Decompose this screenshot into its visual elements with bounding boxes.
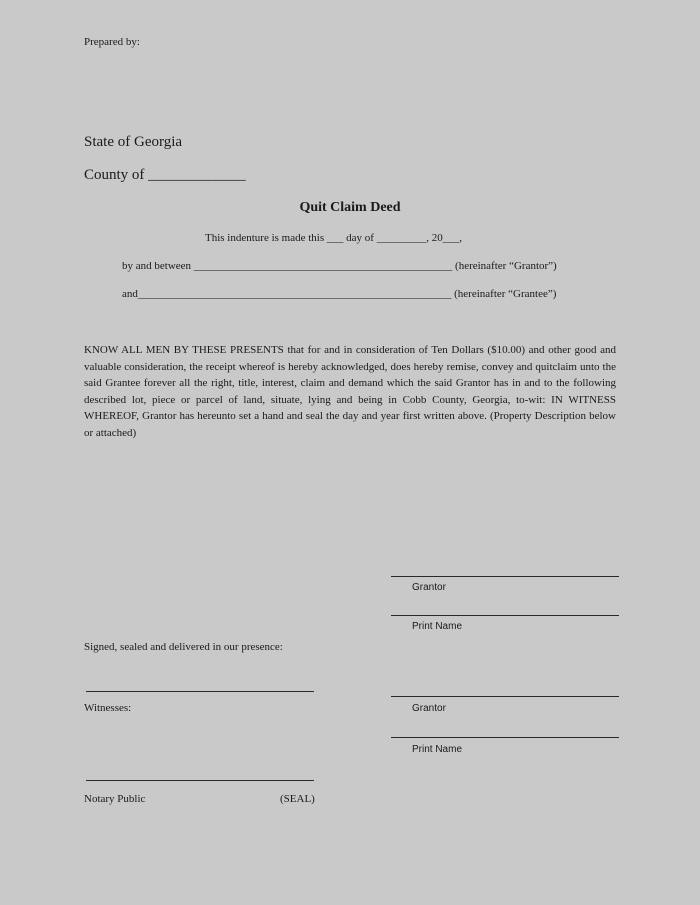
grantor-label-2: Grantor bbox=[412, 703, 446, 714]
signed-sealed-text: Signed, sealed and delivered in our presence: bbox=[84, 641, 283, 653]
grantor-signature-line-1 bbox=[391, 576, 619, 577]
print-name-line-2 bbox=[391, 737, 619, 738]
witnesses-label: Witnesses: bbox=[84, 702, 132, 714]
document-title: Quit Claim Deed bbox=[299, 200, 401, 215]
indenture-line: This indenture is made this ___ day of _________, 20___, bbox=[205, 232, 462, 244]
grantor-signature-line-2 bbox=[391, 696, 619, 697]
print-name-label-1: Print Name bbox=[412, 621, 463, 632]
grantor-label-1: Grantor bbox=[412, 582, 446, 593]
notary-signature-line bbox=[86, 780, 314, 781]
print-name-label-2: Print Name bbox=[412, 744, 463, 755]
county-label: County of _____________ bbox=[84, 167, 246, 183]
grantee-party-line: and_________________________________________________________ (hereinafter “Grantee”) bbox=[122, 288, 557, 300]
state-label: State of Georgia bbox=[84, 134, 183, 150]
deed-body-paragraph: KNOW ALL MEN BY THESE PRESENTS that for and in consideration of Ten Dollars ($10.00) and other good and valuable consideration, the receipt whereof is hereby acknowledged, does hereby remise, convey and quitclaim unto the said Grantee forever all the right, title, interest, claim and demand which the said Grantor has in and to the following described lot, piece or parcel of land, situate, lying and being in Cobb County, Georgia, to-wit: IN WITNESS WHEREOF, Grantor has hereunto set a hand and seal the day and year first written above. (Property Description below or attached) bbox=[84, 344, 616, 439]
witness-signature-line bbox=[86, 691, 314, 692]
prepared-by-label: Prepared by: bbox=[84, 36, 140, 48]
notary-public-label: Notary Public bbox=[84, 793, 146, 805]
seal-label: (SEAL) bbox=[280, 793, 315, 805]
print-name-line-1 bbox=[391, 615, 619, 616]
grantor-party-line: by and between _______________________________________________ (hereinafter “Grantor”) bbox=[122, 260, 557, 272]
